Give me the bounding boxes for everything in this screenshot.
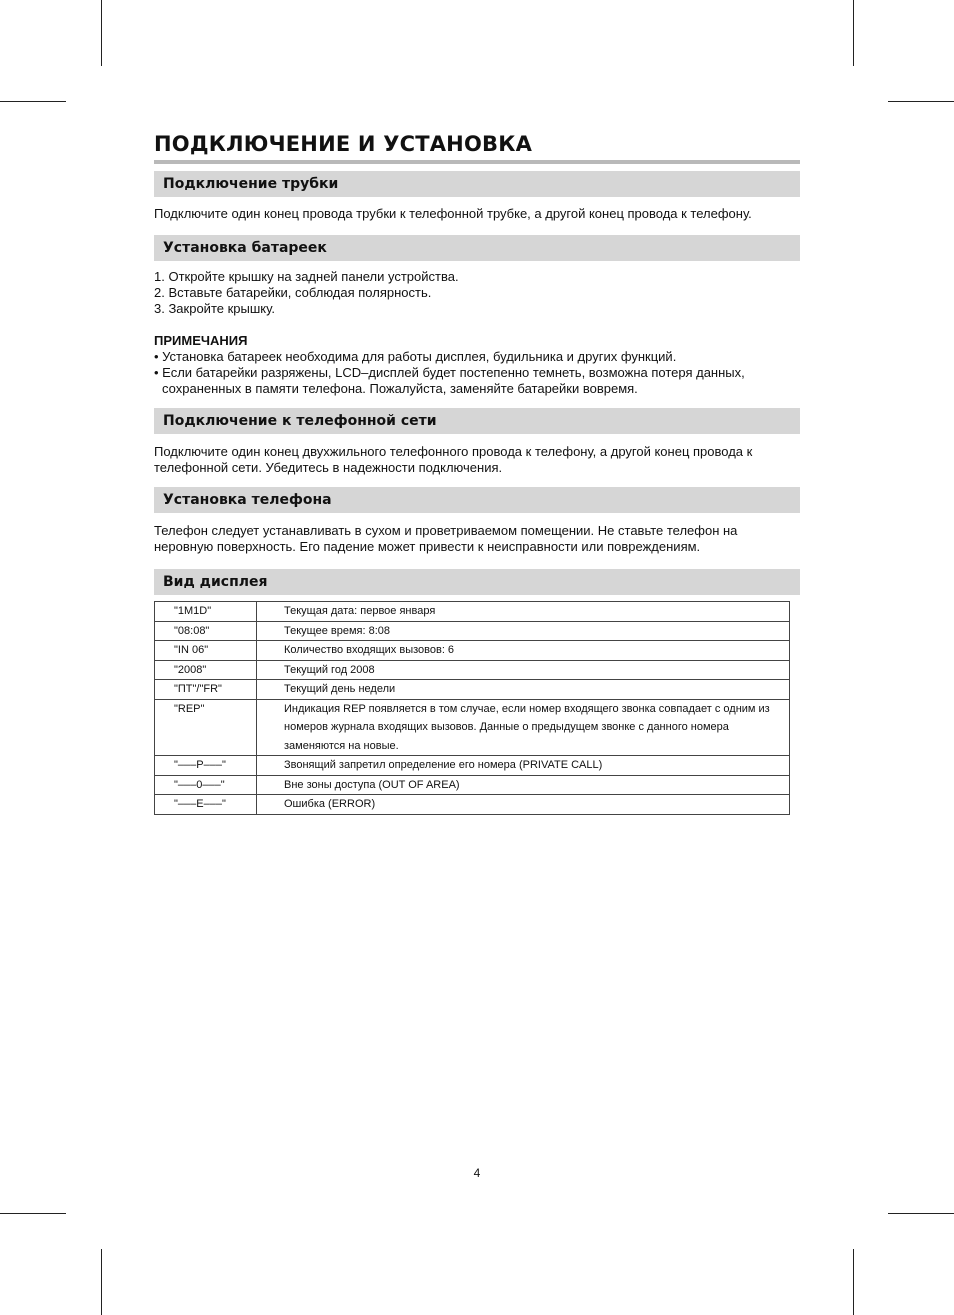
- display-description: Индикация REP появляется в том случае, если номер входящего звонка совпадает с одним из номеров журнала входящих вызовов. Данные о предыдущем звонке с данного номера заменяются на новые.: [257, 699, 790, 756]
- battery-steps: [154, 269, 800, 317]
- display-description: Текущая дата: первое января: [257, 602, 790, 622]
- table-row: [155, 602, 790, 622]
- display-code: "IN 06": [155, 641, 257, 661]
- display-description: Текущий год 2008: [257, 660, 790, 680]
- display-description: Звонящий запретил определение его номера (PRIVATE CALL): [257, 756, 790, 776]
- display-code: "1M1D": [155, 602, 257, 622]
- crop-mark: [853, 0, 854, 66]
- section-heading-display: Вид дисплея: [154, 569, 800, 595]
- page-number: 4: [473, 1166, 481, 1180]
- display-table: [154, 601, 790, 815]
- section-text-phone-line: Подключите один конец двухжильного телефонного провода к телефону, а другой конец провода к телефонной сети. Убедитесь в надежности подключения.: [154, 444, 753, 475]
- list-item: 2. Вставьте батарейки, соблюдая полярность.: [154, 285, 432, 300]
- section-heading-batteries: Установка батареек: [154, 235, 800, 261]
- display-code: "–––0–––": [155, 775, 257, 795]
- table-row: [155, 795, 790, 815]
- page-title: ПОДКЛЮЧЕНИЕ И УСТАНОВКА: [154, 132, 533, 156]
- table-row: [155, 756, 790, 776]
- display-code: "ПТ"/"FR": [155, 680, 257, 700]
- display-description: Вне зоны доступа (OUT OF AREA): [257, 775, 790, 795]
- crop-mark: [888, 1213, 954, 1214]
- display-code: "2008": [155, 660, 257, 680]
- crop-mark: [0, 1213, 66, 1214]
- table-row: [155, 660, 790, 680]
- section-text-handset: Подключите один конец провода трубки к телефонной трубке, а другой конец провода к телефону.: [154, 206, 752, 221]
- display-code: "–––E–––": [155, 795, 257, 815]
- crop-mark: [101, 0, 102, 66]
- display-description: Текущий день недели: [257, 680, 790, 700]
- table-row: [155, 641, 790, 661]
- table-row: [155, 621, 790, 641]
- notes-heading: ПРИМЕЧАНИЯ: [154, 333, 248, 348]
- display-code: "08:08": [155, 621, 257, 641]
- display-description: Ошибка (ERROR): [257, 795, 790, 815]
- notes-list: [154, 349, 800, 397]
- display-description: Текущее время: 8:08: [257, 621, 790, 641]
- table-row: [155, 699, 790, 756]
- section-heading-handset: Подключение трубки: [154, 171, 800, 197]
- display-code: "–––P–––": [155, 756, 257, 776]
- table-row: [155, 680, 790, 700]
- section-heading-placement: Установка телефона: [154, 487, 800, 513]
- section-text-placement: Телефон следует устанавливать в сухом и проветриваемом помещении. Не ставьте телефон на неровную поверхность. Его падение может привести к неисправности или повреждениям.: [154, 523, 738, 554]
- crop-mark: [853, 1249, 854, 1315]
- section-heading-phone-line: Подключение к телефонной сети: [154, 408, 800, 434]
- display-description: Количество входящих вызовов: 6: [257, 641, 790, 661]
- display-code: "REP": [155, 699, 257, 756]
- table-row: [155, 775, 790, 795]
- list-item: • Если батарейки разряжены, LCD–дисплей будет постепенно темнеть, возможна потеря данных, сохраненных в памяти телефона. Пожалуйста, заменяйте батарейки вовремя.: [154, 365, 745, 396]
- list-item: • Установка батареек необходима для работы дисплея, будильника и других функций.: [154, 349, 677, 364]
- document-content: [154, 130, 800, 815]
- crop-mark: [0, 101, 66, 102]
- list-item: 3. Закройте крышку.: [154, 301, 275, 316]
- crop-mark: [101, 1249, 102, 1315]
- crop-mark: [888, 101, 954, 102]
- list-item: 1. Откройте крышку на задней панели устройства.: [154, 269, 459, 284]
- title-rule: [154, 160, 800, 164]
